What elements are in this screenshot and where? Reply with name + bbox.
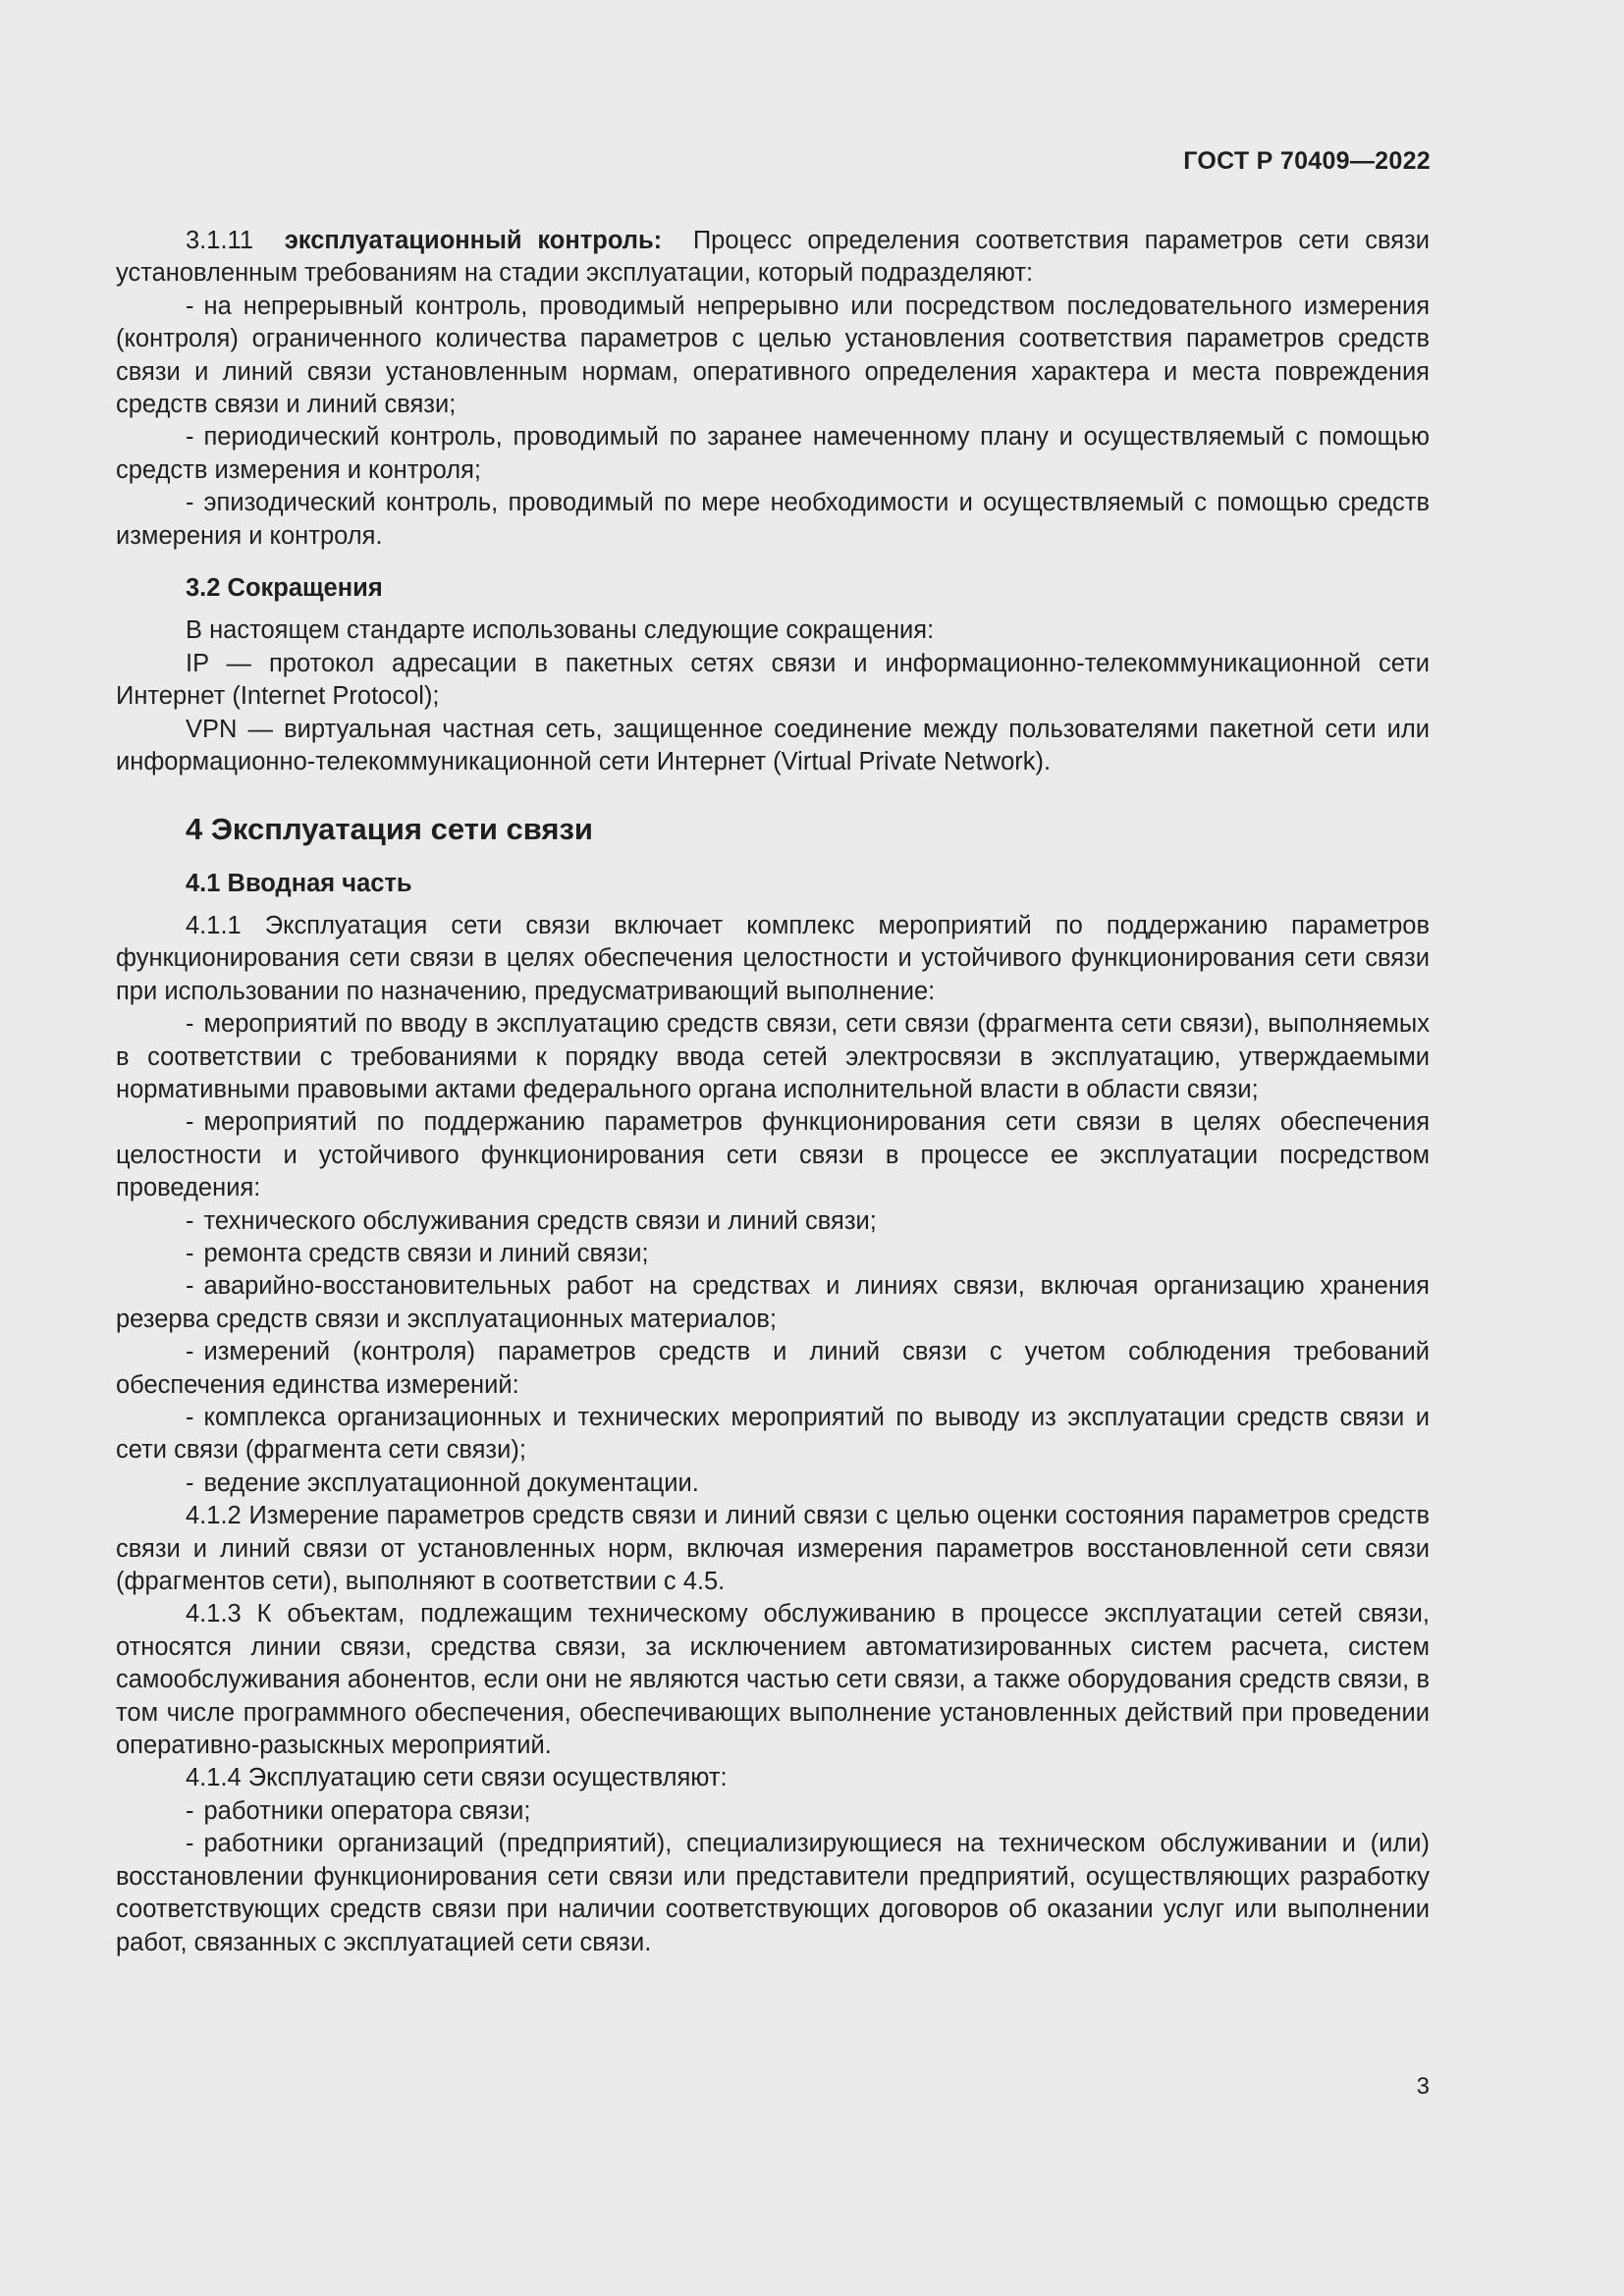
list-item xyxy=(116,487,1430,553)
clause-number: 3.1.11 xyxy=(186,227,254,254)
list-dash: - xyxy=(186,1468,194,1497)
term-definition-3-1-11 xyxy=(116,225,1430,291)
list-item-text: мероприятий по поддержанию параметров функционирования сети связи в целях обеспечения целостности и устойчивого функционирования сети связи в процессе ее эксплуатации посредством проведения: xyxy=(116,1108,1430,1202)
list-item xyxy=(116,1402,1430,1468)
document-body xyxy=(116,225,1430,1959)
list-item-text: работники оператора связи; xyxy=(203,1796,531,1825)
term-name: эксплуатационный контроль: xyxy=(284,227,663,254)
list-dash: - xyxy=(186,292,194,320)
list-dash: - xyxy=(186,1404,194,1431)
section-heading-4-1: 4.1 Вводная часть xyxy=(186,869,412,897)
page-number: 3 xyxy=(1416,2073,1430,2100)
document-code: ГОСТ Р 70409—2022 xyxy=(1183,147,1431,175)
list-dash: - xyxy=(186,1239,194,1267)
list-item-text: периодический контроль, проводимый по заранее намеченному плану и осуществляемый с помощью средств измерения и контроля; xyxy=(116,423,1430,484)
list-item-text: комплекса организационных и технических мероприятий по выводу из эксплуатации средств связи и сети связи (фрагмента сети связи); xyxy=(116,1404,1430,1465)
list-item xyxy=(116,291,1430,422)
paragraph-4-1-2: 4.1.2 Измерение параметров средств связи и линий связи с целью оценки состояния параметров средств связи и линий связи от установленных норм, включая измерения параметров восстановленной сети связи (фрагментов сети), выполняют в соответствии с 4.5. xyxy=(116,1502,1430,1596)
abbreviation-entry: IP — протокол адресации в пакетных сетях связи и информационно-телекоммуникационной сети Интернет (Internet Protocol); xyxy=(116,649,1430,711)
list-dash: - xyxy=(186,489,194,517)
list-item xyxy=(116,1238,1430,1270)
list-item xyxy=(116,1106,1430,1204)
list-item xyxy=(116,1205,1430,1238)
list-item-text: технического обслуживания средств связи и линий связи; xyxy=(203,1206,877,1235)
abbreviations-intro: В настоящем стандарте использованы следующие сокращения: xyxy=(186,616,935,645)
list-item-text: ремонта средств связи и линий связи; xyxy=(203,1239,649,1267)
paragraph-4-1-3: 4.1.3 К объектам, подлежащим техническому обслуживанию в процессе эксплуатации сетей связи, относятся линии связи, средства связи, за исключением автоматизированных систем расчета, систем самообслуживания абонентов, если они не являются частью сети связи, а также оборудования средств связи, в том числе программного обеспечения, обеспечивающих выполнение установленных действий при проведении оперативно-разыскных мероприятий. xyxy=(116,1600,1430,1760)
list-item-text: на непрерывный контроль, проводимый непрерывно или посредством последовательного измерения (контроля) ограниченного количества параметров с целью установления соответствия параметров средств связи и линий связи установленным нормам, оперативного определения характера и места повреждения средств связи и линий связи; xyxy=(116,292,1430,419)
list-dash: - xyxy=(186,1830,194,1858)
list-dash: - xyxy=(186,1010,194,1039)
list-item xyxy=(116,1468,1430,1500)
list-dash: - xyxy=(186,423,194,452)
paragraph-4-1-4: 4.1.4 Эксплуатацию сети связи осуществляют: xyxy=(186,1764,728,1792)
section-heading-4: 4 Эксплуатация сети связи xyxy=(186,811,593,846)
list-item xyxy=(116,421,1430,487)
list-dash: - xyxy=(186,1338,194,1366)
abbreviation-entry: VPN — виртуальная частная сеть, защищенное соединение между пользователями пакетной сети или информационно-телекоммуникационной сети Интернет (Virtual Private Network). xyxy=(116,715,1430,776)
list-item-text: аварийно-восстановительных работ на средствах и линиях связи, включая организацию хранения резерва средств связи и эксплуатационных материалов; xyxy=(116,1272,1430,1333)
term-definition-text: Процесс определения соответствия параметров сети связи установленным требованиям на стадии эксплуатации, который подразделяют: xyxy=(116,227,1430,288)
list-item xyxy=(116,1270,1430,1336)
list-item xyxy=(116,1336,1430,1402)
list-dash: - xyxy=(186,1206,194,1235)
list-dash: - xyxy=(186,1108,194,1137)
list-item xyxy=(116,1828,1430,1959)
list-item xyxy=(116,1008,1430,1106)
paragraph-4-1-1: 4.1.1 Эксплуатация сети связи включает комплекс мероприятий по поддержанию параметров функционирования сети связи в целях обеспечения целостности и устойчивого функционирования сети связи при использовании по назначению, предусматривающий выполнение: xyxy=(116,911,1430,1005)
list-item-text: эпизодический контроль, проводимый по мере необходимости и осуществляемый с помощью средств измерения и контроля. xyxy=(116,489,1430,550)
list-dash: - xyxy=(186,1796,194,1825)
list-item-text: измерений (контроля) параметров средств и линий связи с учетом соблюдения требований обеспечения единства измерений: xyxy=(116,1338,1430,1399)
list-item xyxy=(116,1795,1430,1828)
list-item-text: ведение эксплуатационной документации. xyxy=(203,1468,699,1497)
list-item-text: мероприятий по вводу в эксплуатацию средств связи, сети связи (фрагмента сети связи), выполняемых в соответствии с требованиями к порядку ввода сетей электросвязи в эксплуатацию, утверждаемыми нормативными правовыми актами федерального органа исполнительной власти в области связи; xyxy=(116,1010,1430,1103)
list-dash: - xyxy=(186,1272,194,1301)
list-item-text: работники организаций (предприятий), специализирующиеся на техническом обслуживании и (или) восстановлении функционирования сети связи или представители предприятий, осуществляющих разработку соответствующих средств связи при наличии соответствующих договоров об оказании услуг или выполнении работ, связанных с эксплуатацией сети связи. xyxy=(116,1830,1430,1956)
section-heading-3-2: 3.2 Сокращения xyxy=(186,574,383,603)
